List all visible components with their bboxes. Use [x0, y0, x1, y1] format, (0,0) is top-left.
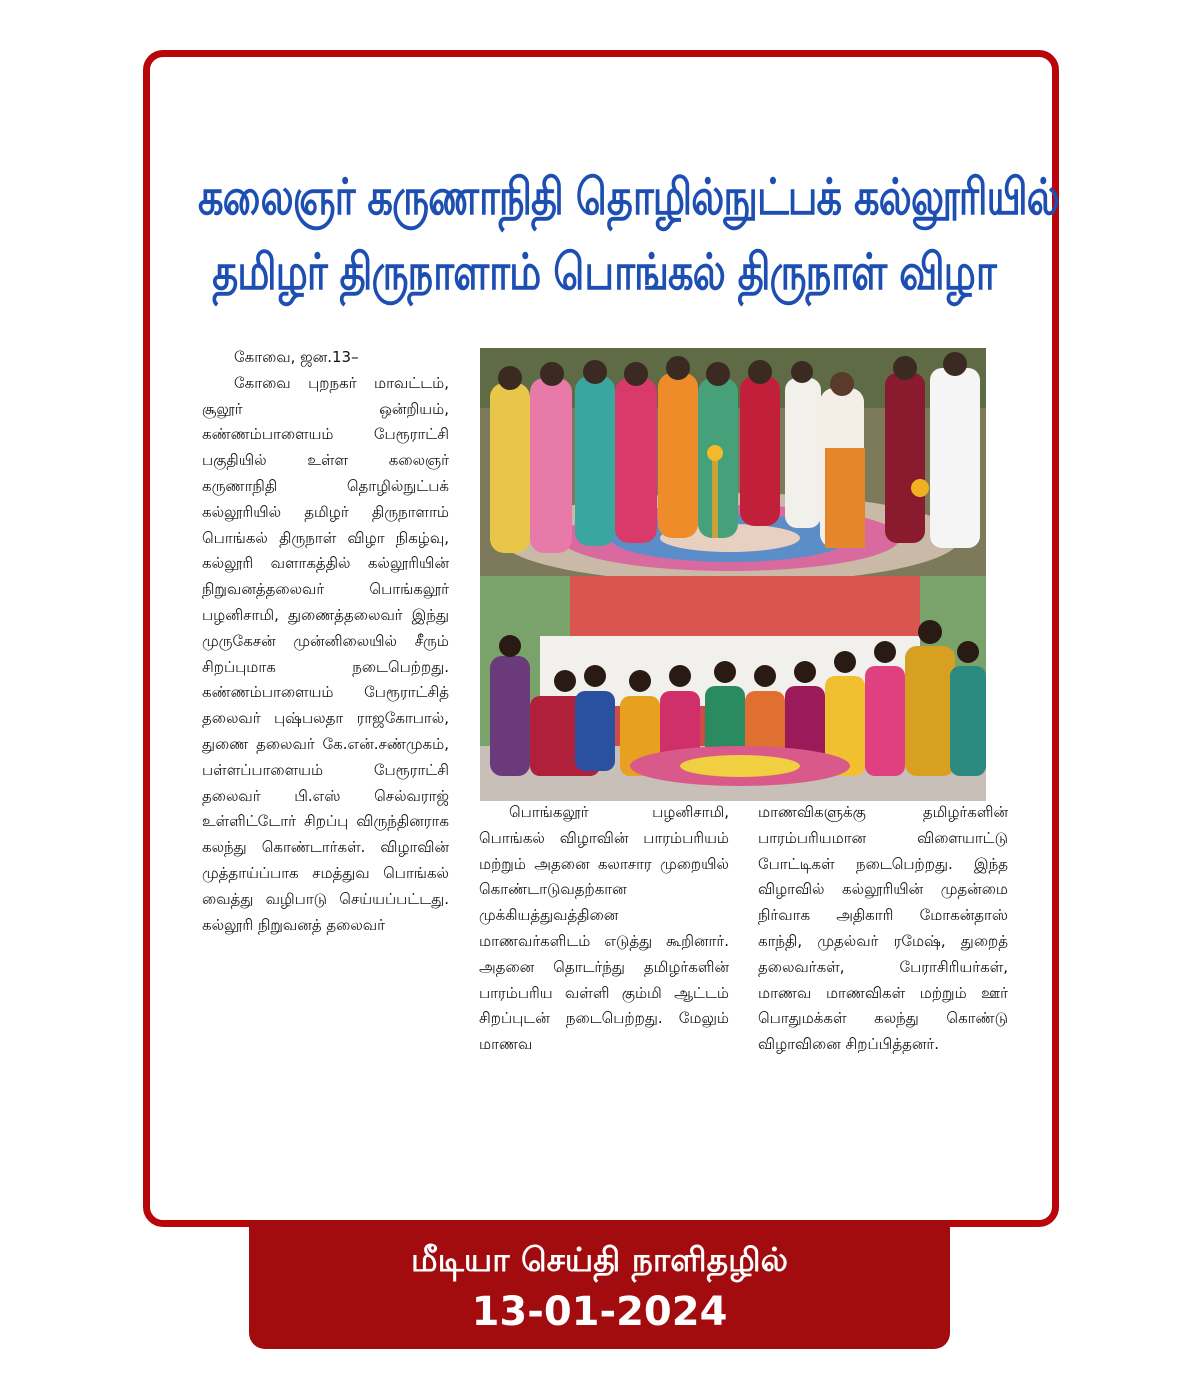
photo-group	[480, 348, 986, 801]
headline	[198, 160, 1059, 310]
event-photo-group	[480, 576, 986, 801]
article-text-1: கோவை புறநகர் மாவட்டம், சூலூர் ஒன்றியம், கண்ணம்பாளையம் பேரூராட்சி பகுதியில் உள்ள கலைஞர் கருணாநிதி தொழில்நுட்பக் கல்லூரியில் தமிழர் திருநாளாம் பொங்கல் திருநாள் விழா நிகழ்வு, கல்லூரி வளாகத்தில் கல்லூரியின் நிறுவனத்தலைவர் பொங்கலூர் பழனிசாமி, துணைத்தலைவர் இந்து முருகேசன் முன்னிலையில் சீரும் சிறப்புமாக நடைபெற்றது. கண்ணம்பாளையம் பேரூராட்சித் தலைவர் புஷ்பலதா ராஜகோபால், துணை தலைவர் கே.என்.சண்முகம், பள்ளப்பாளையம் பேரூராட்சி தலைவர் பி.எஸ் செல்வராஜ் உள்ளிட்டோர் சிறப்பு விருந்தினராக கலந்து கொண்டார்கள். விழாவின் முத்தாய்ப்பாக சமத்துவ பொங்கல் வைத்து வழிபாடு செய்யப்பட்டது. கல்லூரி நிறுவனத் தலைவர்	[202, 373, 449, 934]
headline-line-2: தமிழர் திருநாளாம் பொங்கல் திருநாள் விழா	[212, 243, 996, 302]
article-text-3: மாணவிகளுக்கு தமிழர்களின் பாரம்பரியமான விளையாட்டு போட்டிகள் நடைபெற்றது. இந்த விழாவில் கல்லூரியின் முதன்மை நிர்வாக அதிகாரி மோகன்தாஸ் காந்தி, முதல்வர் ரமேஷ், துறைத் தலைவர்கள், பேராசிரியர்கள், மாணவ மாணவிகள் மற்றும் ஊர் பொதுமக்கள் கலந்து கொண்டு விழாவினை சிறப்பித்தனர்.	[758, 803, 1008, 1054]
article-column-2	[479, 800, 729, 1058]
newspaper-clipping	[198, 135, 1059, 1125]
article-text-2: பொங்கலூர் பழனிசாமி, பொங்கல் விழாவின் பாரம்பரியம் மற்றும் அதனை கலாசார முறையில் கொண்டாடுவதற்கான முக்கியத்துவத்தினை மாணவர்களிடம் எடுத்து கூறினார். அதனை தொடர்ந்து தமிழர்களின் பாரம்பரிய வள்ளி கும்மி ஆட்டம் சிறப்புடன் நடைபெற்றது. மேலும் மாணவ	[479, 803, 729, 1054]
article-column-3	[758, 800, 1008, 1058]
dateline: கோவை, ஜன.13–	[234, 348, 359, 366]
source-banner	[249, 1220, 950, 1349]
headline-line-1: கலைஞர் கருணாநிதி தொழில்நுட்பக் கல்லூரியில்	[198, 168, 1059, 227]
article-column-1	[202, 345, 449, 938]
source-name: மீடியா செய்தி நாளிதழில்	[411, 1240, 788, 1279]
event-photo-lamp-lighting	[480, 348, 986, 576]
publish-date: 13-01-2024	[471, 1289, 728, 1335]
